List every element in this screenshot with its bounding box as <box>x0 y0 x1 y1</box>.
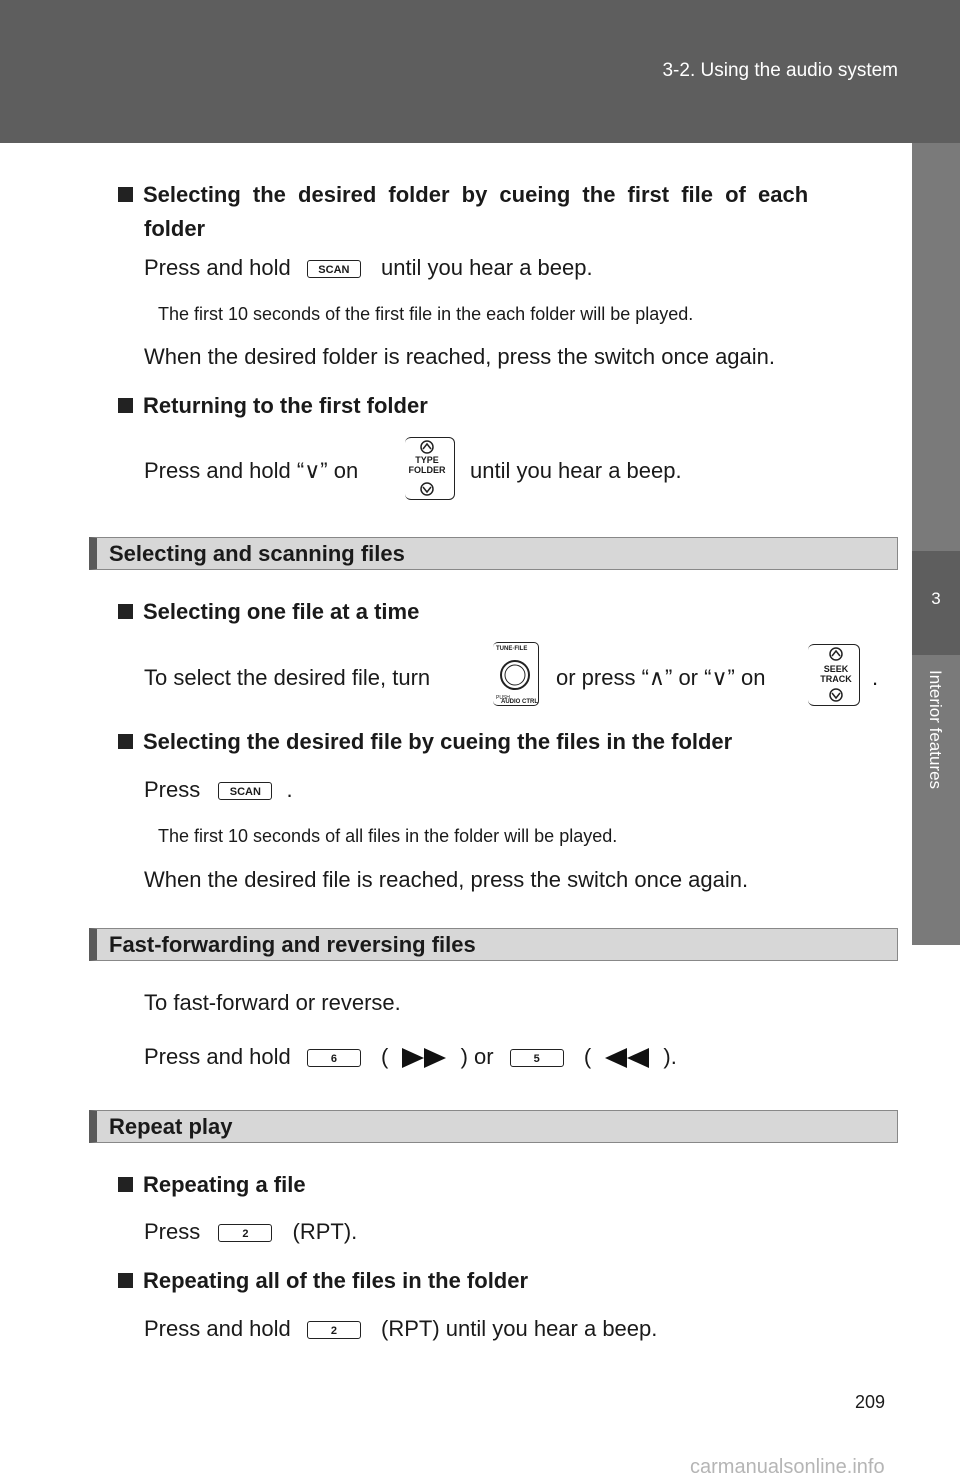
instruction-until-beep: until you hear a beep. <box>470 458 682 483</box>
instruction-file-reached: When the desired file is reached, press the switch once again. <box>144 867 749 892</box>
bullet-square-icon <box>118 734 133 749</box>
page-number: 209 <box>855 1392 886 1412</box>
type-folder-switch-icon: TYPE FOLDER <box>405 437 455 500</box>
page-header <box>0 0 960 143</box>
heading-return-first-folder: Returning to the first folder <box>118 393 428 419</box>
period: . <box>872 665 879 690</box>
note-first-10-seconds-folder: The first 10 seconds of the first file in the each folder will be played. <box>158 304 694 324</box>
instruction-press-2-rpt: Press 2 (RPT). <box>144 1219 358 1244</box>
scan-button-icon: SCAN <box>218 782 272 800</box>
note-first-10-seconds-files: The first 10 seconds of all files in the folder will be played. <box>158 826 618 846</box>
section-selecting-scanning-files: Selecting and scanning files <box>89 537 898 570</box>
chapter-label: Interior features <box>926 670 945 790</box>
rewind-icon <box>601 1046 653 1070</box>
bullet-square-icon <box>118 604 133 619</box>
chapter-title: 3-2. Using the audio system <box>662 60 898 81</box>
instruction-press-hold-scan: Press and hold SCAN until you hear a beep. <box>144 255 593 280</box>
section-fast-forward-reverse: Fast-forwarding and reversing files <box>89 928 898 961</box>
instruction-turn-knob: To select the desired file, turn <box>144 665 431 690</box>
tune-file-knob-icon: TUNE·FILE PUSH AUDIO CTRL <box>493 642 539 706</box>
bullet-square-icon <box>118 1273 133 1288</box>
fast-forward-icon <box>398 1046 450 1070</box>
heading-cue-files-in-folder: Selecting the desired file by cueing the files in the folder <box>118 729 732 755</box>
instruction-ff-reverse-intro: To fast-forward or reverse. <box>144 990 401 1015</box>
button-5-icon: 5 <box>510 1049 564 1067</box>
side-tab-upper <box>912 143 960 551</box>
heading-repeat-all-files: Repeating all of the files in the folder <box>118 1268 528 1294</box>
button-2-icon: 2 <box>307 1321 361 1339</box>
instruction-press-up-down: or press “∧” or “∨” on <box>556 665 766 690</box>
instruction-folder-reached: When the desired folder is reached, press the switch once again. <box>144 344 776 369</box>
instruction-press-scan: Press SCAN . <box>144 777 293 802</box>
button-2-icon: 2 <box>218 1224 272 1242</box>
heading-repeat-file: Repeating a file <box>118 1172 306 1198</box>
heading-select-one-file: Selecting one file at a time <box>118 599 419 625</box>
chapter-number: 3 <box>931 589 941 608</box>
side-tab-number-box <box>912 551 960 655</box>
instruction-press-hold-6-5: Press and hold 6 ( ) or 5 ( ). <box>144 1044 677 1069</box>
seek-track-switch-icon: SEEK TRACK <box>808 644 860 706</box>
scan-button-icon: SCAN <box>307 260 361 278</box>
bullet-square-icon <box>118 1177 133 1192</box>
heading-folder-cue: Selecting the desired folder by cueing the first file of each <box>118 182 808 208</box>
bullet-square-icon <box>118 398 133 413</box>
bullet-square-icon <box>118 187 133 202</box>
section-repeat-play: Repeat play <box>89 1110 898 1143</box>
button-6-icon: 6 <box>307 1049 361 1067</box>
instruction-return-first-folder: Press and hold “∨” on <box>144 458 359 483</box>
heading-folder-cue-line2: folder <box>144 216 206 241</box>
watermark: carmanualsonline.info <box>690 1456 885 1478</box>
instruction-press-hold-2-rpt: Press and hold 2 (RPT) until you hear a beep. <box>144 1316 658 1341</box>
